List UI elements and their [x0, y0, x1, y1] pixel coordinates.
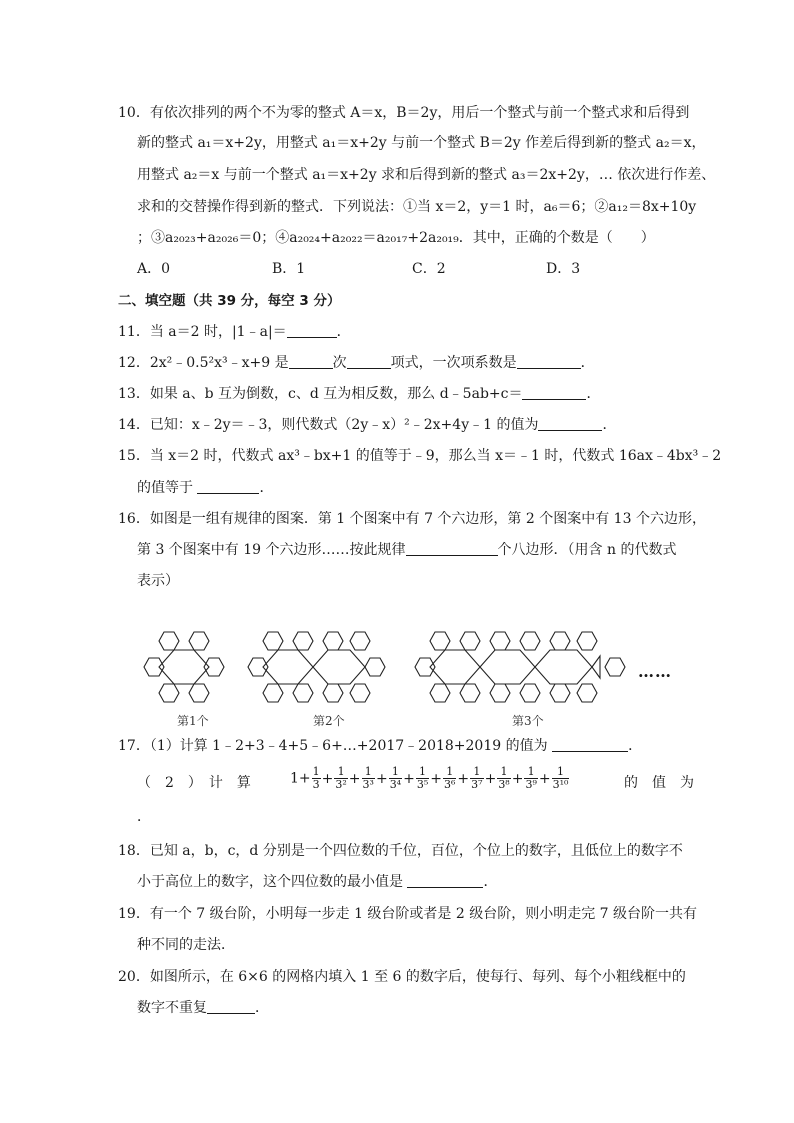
fraction-numerator: 1 — [416, 766, 429, 779]
plus-sign: + — [484, 770, 497, 787]
q16-line-2 — [137, 541, 676, 559]
q12-terms-blank[interactable] — [347, 354, 391, 369]
pattern-1-hexagons — [144, 632, 224, 702]
fraction-denominator: 3⁴ — [389, 778, 402, 791]
q11-answer-blank[interactable] — [287, 323, 337, 338]
fraction-numerator: 1 — [443, 766, 456, 779]
q10-line-3: 用整式 a₂＝x 与前一个整式 a₁＝x+2y 求和后得到新的整式 a₃＝2x+2y，… 依次进行作差、 — [137, 167, 716, 183]
fraction-denominator: 3¹⁰ — [552, 778, 569, 791]
fraction-denominator: 3⁸ — [498, 778, 510, 791]
q12 — [118, 354, 595, 372]
fraction-numerator: 1 — [362, 766, 375, 779]
figure-ellipsis: …… — [638, 662, 672, 681]
series-fraction — [362, 766, 375, 791]
q15-end: ． — [259, 480, 274, 496]
q17-part-2 — [137, 774, 251, 792]
series-fraction — [470, 766, 483, 791]
series-fraction — [389, 766, 402, 791]
q18-line-1: 18．已知 a，b，c，d 分别是一个四位数的千位，百位，个位上的数字，且低位上的数字不 — [118, 843, 683, 859]
fraction-denominator: 3² — [335, 778, 347, 791]
fraction-denominator: 3³ — [362, 778, 374, 791]
q14 — [118, 416, 616, 434]
fraction-denominator: 3⁵ — [416, 778, 429, 791]
q13-end: ． — [586, 386, 601, 402]
q12-text: 12．2x²﹣0.5²x³﹣x+9 是 — [118, 355, 289, 371]
q15-text: 的值等于 — [137, 480, 193, 496]
q10-line-2: 新的整式 a₁＝x+2y，用整式 a₁＝x+2y 与前一个整式 B＝2y 作差后得到新的整式 a₂＝x， — [137, 135, 706, 151]
q17-part-1 — [118, 737, 642, 755]
q18-answer-blank[interactable] — [407, 873, 483, 888]
series-fraction — [334, 766, 347, 791]
q10-line-5: ；③a₂₀₂₃+a₂₀₂₆＝0；④a₂₀₂₄+a₂₀₂₂＝a₂₀₁₇+2a₂₀₁₉．其中，正确的个数是（ ） — [137, 230, 655, 246]
q12-degree-blank[interactable] — [289, 354, 333, 369]
pattern-2-hexagons — [248, 632, 385, 702]
q17-part-1-blank[interactable] — [552, 737, 628, 752]
q16-text-2: 个八边形．（用含 n 的代数式 — [497, 542, 677, 558]
q19-line-2: 种不同的走法． — [137, 937, 235, 953]
fraction-numerator: 1 — [312, 765, 320, 778]
q17-series-expression — [290, 766, 570, 791]
series-fractions — [311, 765, 571, 791]
q12-end: ． — [580, 355, 595, 371]
plus-sign: + — [511, 770, 524, 787]
q10-line-1: 10．有依次排列的两个不为零的整式 A＝x，B＝2y，用后一个整式与前一个整式求和后得到 — [118, 105, 690, 121]
q10-option-c: C．2 — [412, 261, 446, 277]
caption-pattern-3: 第3个 — [512, 714, 544, 728]
fraction-denominator: 3⁶ — [444, 778, 456, 791]
q20-text: 数字不重复 — [137, 1000, 207, 1016]
q13-text: 13．如果 a、b 互为倒数，c、d 互为相反数，那么 d﹣5ab+c＝ — [118, 386, 523, 402]
q14-end: ． — [602, 417, 617, 433]
caption-pattern-1: 第1个 — [177, 714, 209, 728]
q18-line-2 — [137, 873, 497, 891]
fraction-numerator: 1 — [524, 766, 537, 779]
q17-part-1-text: 17．（1）计算 1﹣2+3﹣4+5﹣6+…+2017﹣2018+2019 的值为 — [118, 738, 548, 754]
q20-line-1: 20．如图所示，在 6×6 的网格内填入 1 至 6 的数字后，使每行、每列、每个小粗线框中的 — [118, 969, 686, 985]
q14-answer-blank[interactable] — [538, 416, 602, 431]
q18-end: ． — [483, 874, 498, 890]
q20-end: ． — [255, 1000, 269, 1016]
plus-sign: + — [321, 770, 334, 787]
q16-answer-blank[interactable] — [406, 541, 498, 556]
q17-part-2-end: 的 值 为 — [624, 775, 694, 791]
q12-text-3: 项式，一次项系数是 — [390, 355, 517, 371]
series-lead: 1+ — [290, 770, 311, 787]
q18-text: 小于高位上的数字，这个四位数的最小值是 — [137, 874, 403, 890]
series-fraction — [524, 766, 537, 791]
q15-line-2 — [137, 479, 273, 497]
q14-text: 14．已知：x﹣2y＝﹣3，则代数式（2y﹣x）²﹣2x+4y﹣1 的值为 — [118, 417, 539, 433]
fraction-numerator: 1 — [334, 766, 347, 779]
q17-part-1-end: ． — [628, 738, 643, 754]
fraction-numerator: 1 — [470, 766, 483, 779]
q15-line-1: 15．当 x＝2 时，代数式 ax³﹣bx+1 的值等于﹣9，那么当 x＝﹣1 时，代数式 16ax﹣4bx³﹣2 — [118, 448, 722, 464]
q10-option-d: D．3 — [546, 261, 581, 277]
fraction-numerator: 1 — [552, 766, 570, 779]
q12-text-2: 次 — [332, 355, 347, 371]
q11 — [118, 323, 351, 341]
q19-line-1: 19．有一个 7 级台阶，小明每一步走 1 级台阶或者是 2 级台阶，则小明走完 7 级台阶一共有 — [118, 906, 698, 922]
series-fraction — [552, 766, 570, 791]
series-fraction — [416, 766, 429, 791]
plus-sign: + — [538, 770, 551, 787]
fraction-numerator: 1 — [389, 766, 402, 779]
q20-line-2 — [137, 999, 269, 1017]
section-fill-in-title: 二、填空题（共 39 分，每空 3 分） — [118, 293, 341, 309]
q17-part-2-text: （ 2 ） 计 算 — [137, 775, 251, 791]
series-fraction — [312, 766, 321, 791]
q12-coefficient-blank[interactable] — [517, 354, 581, 369]
q16-text: 第 3 个图案中有 19 个六边形……按此规律 — [137, 542, 406, 558]
q10-option-b: B．1 — [272, 261, 306, 277]
q15-answer-blank[interactable] — [197, 479, 259, 494]
q10-option-a: A．0 — [137, 261, 171, 277]
q20-answer-blank[interactable] — [207, 999, 255, 1014]
q17-period: ． — [137, 809, 151, 825]
plus-sign: + — [430, 770, 442, 787]
fraction-denominator: 3⁹ — [525, 778, 537, 791]
plus-sign: + — [457, 770, 470, 787]
series-fraction — [443, 766, 456, 791]
fraction-numerator: 1 — [497, 766, 510, 779]
q16-line-1: 16．如图是一组有规律的图案．第 1 个图案中有 7 个六边形，第 2 个图案中有 13 个六边形， — [118, 511, 706, 527]
hexagon-pattern-figure — [130, 618, 630, 708]
plus-sign: + — [348, 770, 361, 787]
plus-sign: + — [375, 770, 388, 787]
q13-answer-blank[interactable] — [522, 385, 586, 400]
fraction-denominator: 3⁷ — [471, 778, 483, 791]
q10-line-4: 求和的交替操作得到新的整式．下列说法：①当 x＝2，y＝1 时，a₆＝6；②a₁₂＝8x+10y — [137, 199, 697, 215]
plus-sign: + — [403, 770, 415, 787]
q16-line-3: 表示） — [137, 573, 179, 589]
q11-text: 11．当 a＝2 时，|1﹣a|＝ — [118, 324, 287, 340]
fraction-denominator: 3 — [312, 778, 320, 791]
q13 — [118, 385, 600, 403]
series-fraction — [497, 766, 510, 791]
pattern-3-hexagons — [415, 632, 625, 702]
caption-pattern-2: 第2个 — [313, 714, 345, 728]
q11-end: ． — [336, 324, 351, 340]
